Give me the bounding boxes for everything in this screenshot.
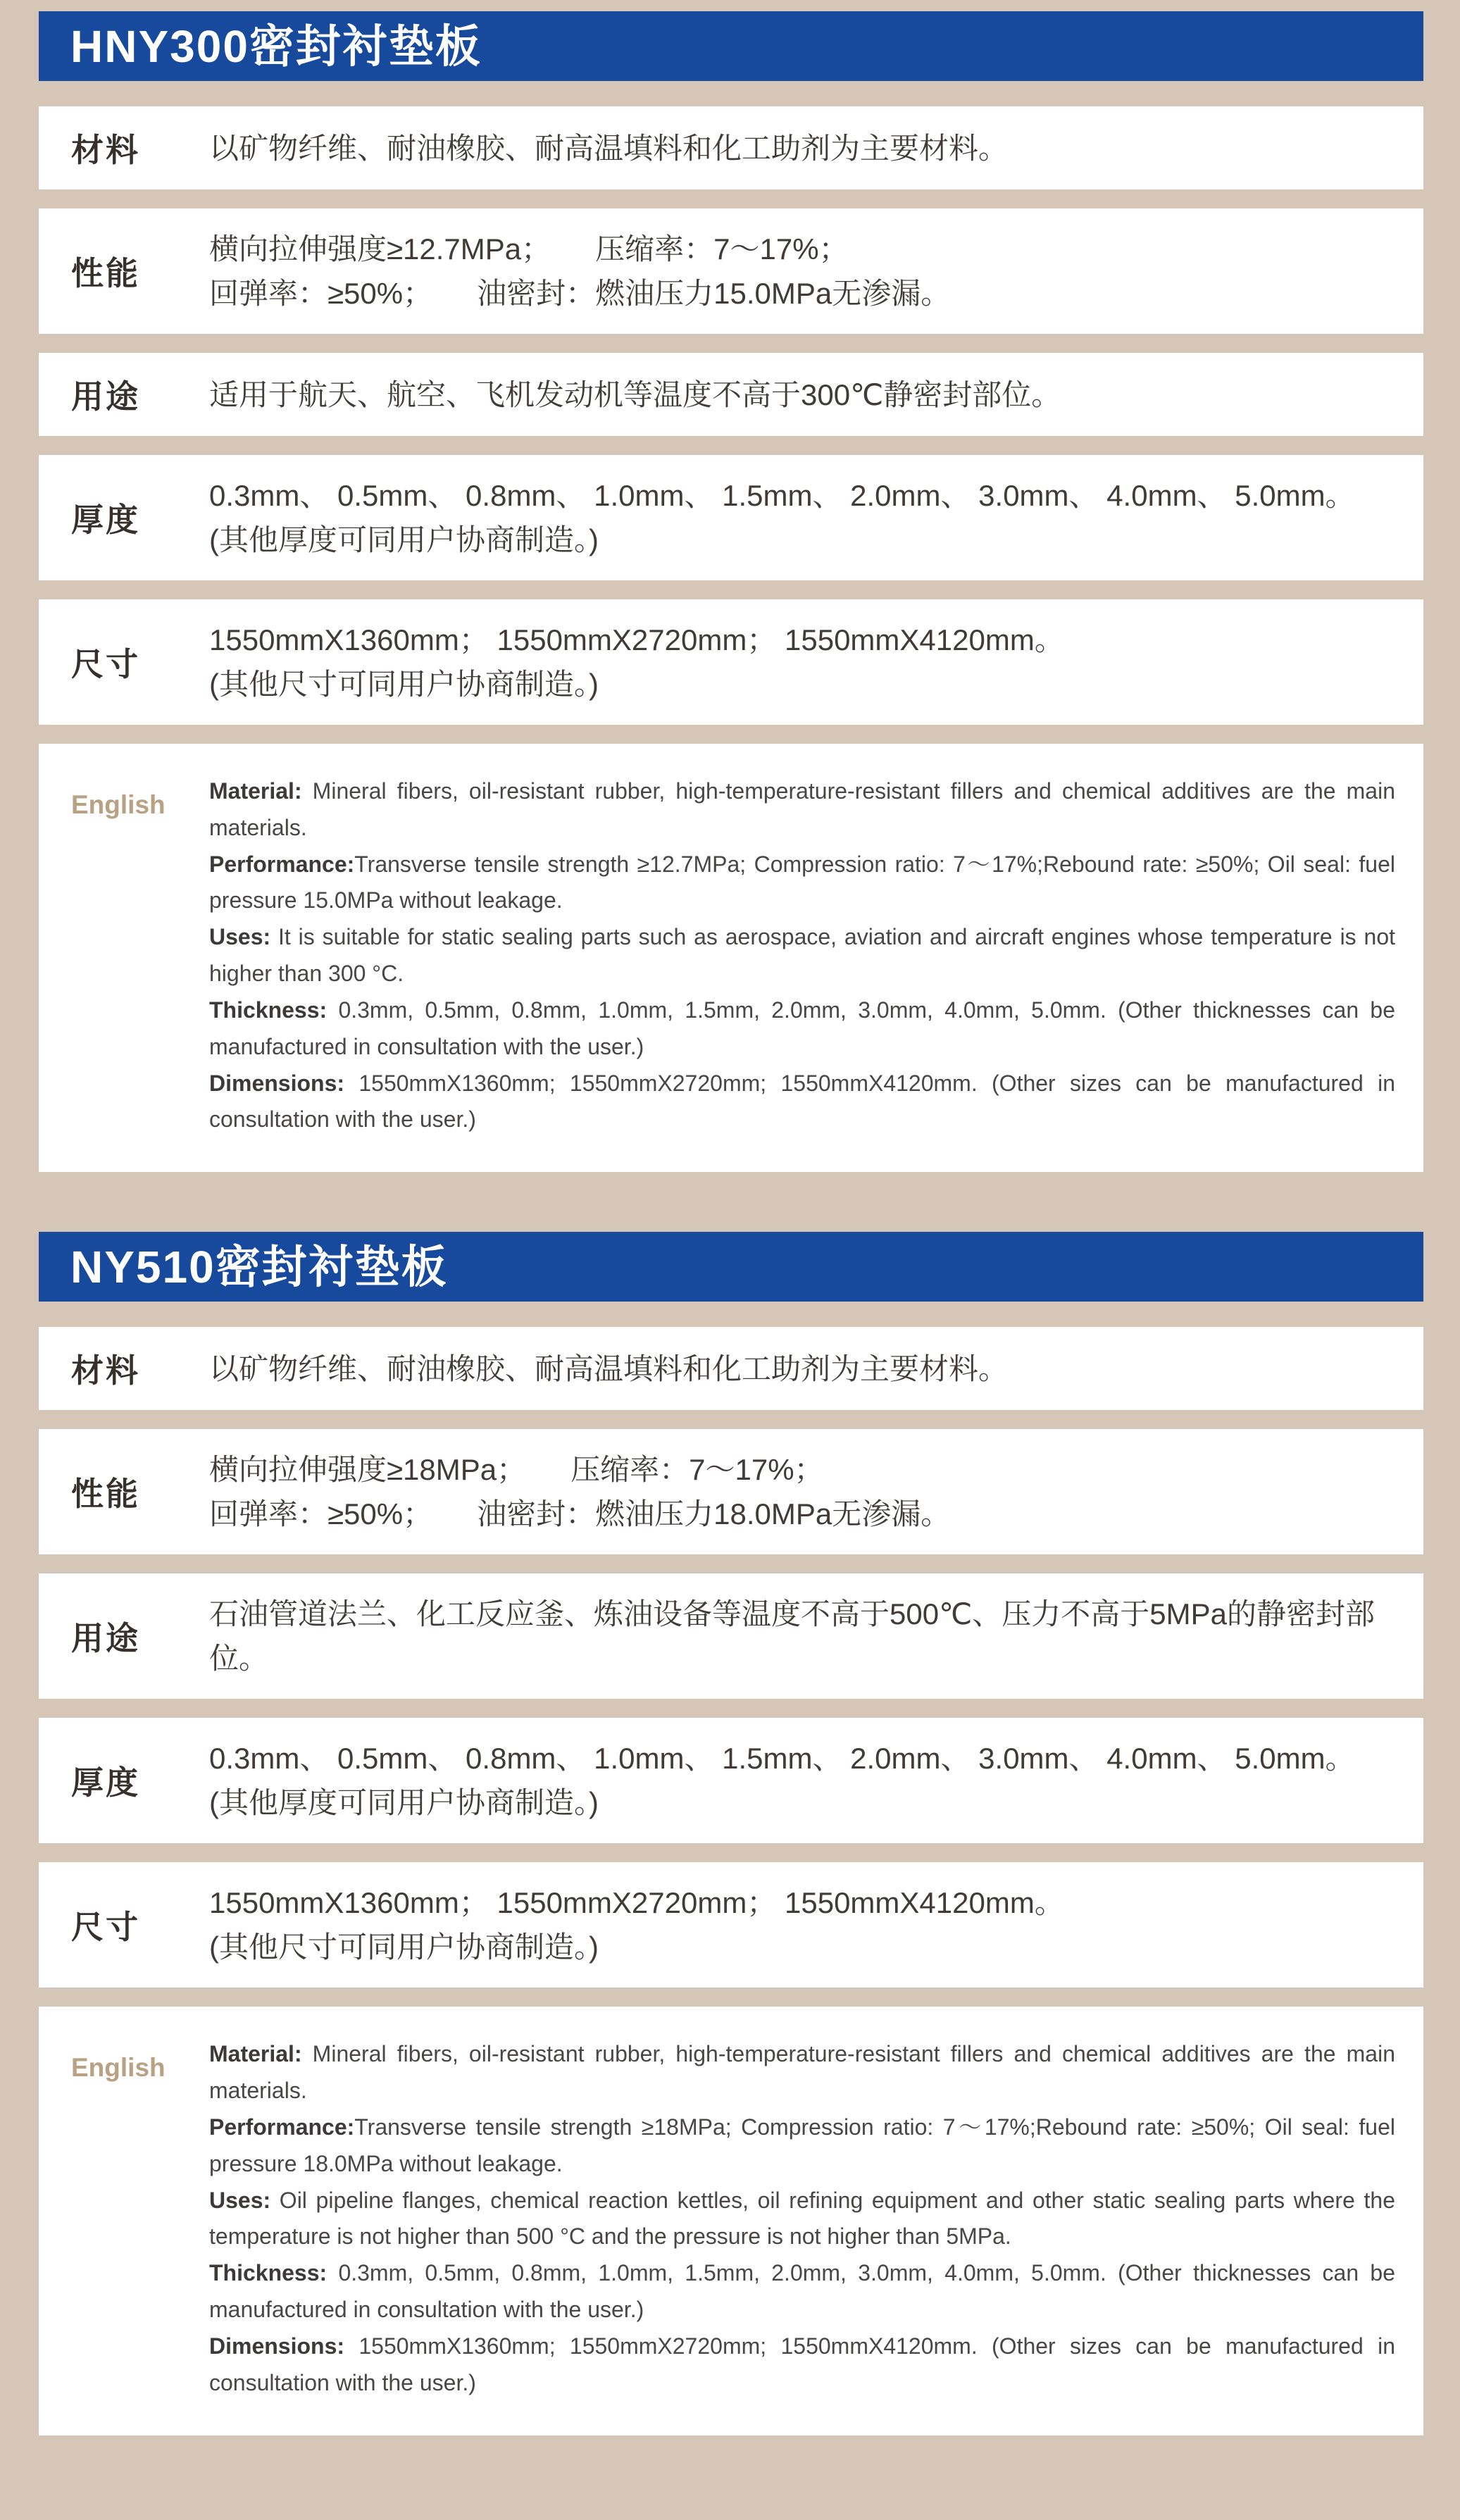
spec-row-performance	[39, 208, 1423, 334]
spec-row-content	[209, 126, 1395, 170]
spec-line: 以矿物纤维、耐油橡胶、耐高温填料和化工助剂为主要材料。	[209, 131, 1009, 165]
product-section-hny300	[39, 11, 1423, 1172]
spec-row-dimensions	[39, 1862, 1423, 1988]
english-paragraph-text: 1550mmX1360mm; 1550mmX2720mm; 1550mmX4120mm. (Other sizes can be manufactured in consultation with the user.)	[209, 2333, 1395, 2395]
product-section-ny510	[39, 1232, 1423, 2435]
spec-row-content	[209, 473, 1395, 562]
spec-row-performance	[39, 1429, 1423, 1554]
english-paragraph-text: 0.3mm, 0.5mm, 0.8mm, 1.0mm, 1.5mm, 2.0mm, 3.0mm, 4.0mm, 5.0mm. (Other thicknesses can be manufactured in consultation with the user.)	[209, 997, 1395, 1059]
spec-line: (其他尺寸可同用户协商制造。)	[209, 1930, 599, 1964]
english-paragraph-text: Mineral fibers, oil-resistant rubber, high-temperature-resistant fillers and chemical additives are the main materials.	[209, 778, 1395, 840]
spec-row-label: 厚度	[71, 1764, 140, 1802]
spec-line: 0.3mm、 0.5mm、 0.8mm、 1.0mm、 1.5mm、 2.0mm、 3.0mm、 4.0mm、 5.0mm。	[209, 479, 1355, 512]
spec-line: 横向拉伸强度≥18MPa； 压缩率：7～17%；	[209, 1453, 824, 1487]
spec-row-label: 尺寸	[71, 1909, 140, 1946]
spec-row-uses	[39, 1573, 1423, 1699]
english-block	[39, 2007, 1423, 2435]
spec-row-label: 用途	[71, 1620, 140, 1657]
spec-line: (其他厚度可同用户协商制造。)	[209, 1786, 599, 1820]
spec-line: 0.3mm、 0.5mm、 0.8mm、 1.0mm、 1.5mm、 2.0mm、 3.0mm、 4.0mm、 5.0mm。	[209, 1742, 1355, 1776]
spec-row-content	[209, 1447, 1395, 1536]
english-paragraph-text: 0.3mm, 0.5mm, 0.8mm, 1.0mm, 1.5mm, 2.0mm, 3.0mm, 4.0mm, 5.0mm. (Other thicknesses can be manufactured in consultation with the user.)	[209, 2260, 1395, 2323]
english-paragraph-material	[209, 2036, 1395, 2109]
spec-row-content	[209, 1880, 1395, 1969]
english-paragraph-lead: Thickness:	[209, 2260, 327, 2286]
english-paragraph-thickness	[209, 2255, 1395, 2328]
spec-line: 石油管道法兰、化工反应釜、炼油设备等温度不高于500℃、压力不高于5MPa的静密封部位。	[209, 1597, 1375, 1676]
english-label: English	[71, 790, 166, 819]
english-paragraph-text: 1550mmX1360mm; 1550mmX2720mm; 1550mmX4120mm. (Other sizes can be manufactured in consultation with the user.)	[209, 1070, 1395, 1133]
spec-row-content	[209, 373, 1395, 417]
section-header	[39, 11, 1423, 81]
english-content	[209, 2036, 1395, 2401]
english-paragraph-text: Transverse tensile strength ≥12.7MPa; Compression ratio: 7～17%;Rebound rate: ≥50%; Oil seal: fuel pressure 15.0MPa without leakage.	[209, 851, 1395, 913]
spec-row-thickness	[39, 455, 1423, 580]
spec-row-content	[209, 227, 1395, 316]
spec-row-content	[209, 1592, 1395, 1680]
english-paragraph-lead: Uses:	[209, 924, 271, 950]
spec-row-label: 厚度	[71, 501, 140, 538]
spec-line: 适用于航天、航空、飞机发动机等温度不高于300℃静密封部位。	[209, 378, 1061, 411]
spec-row-label: 材料	[71, 132, 140, 168]
english-paragraph-text: Mineral fibers, oil-resistant rubber, high-temperature-resistant fillers and chemical additives are the main materials.	[209, 2041, 1395, 2104]
english-paragraph-text: Transverse tensile strength ≥18MPa; Compression ratio: 7～17%;Rebound rate: ≥50%; Oil seal: fuel pressure 18.0MPa without leakage.	[209, 2114, 1395, 2176]
english-paragraph-lead: Performance:	[209, 851, 355, 877]
spec-line: 1550mmX1360mm； 1550mmX2720mm； 1550mmX4120mm。	[209, 623, 1064, 656]
spec-line: 回弹率：≥50%； 油密封：燃油压力18.0MPa无渗漏。	[209, 1497, 951, 1531]
spec-row-label: 性能	[71, 255, 140, 292]
english-content	[209, 773, 1395, 1138]
spec-line: 以矿物纤维、耐油橡胶、耐高温填料和化工助剂为主要材料。	[209, 1352, 1009, 1385]
english-paragraph-lead: Thickness:	[209, 997, 327, 1023]
english-paragraph-lead: Performance:	[209, 2114, 355, 2140]
spec-row-content	[209, 618, 1395, 706]
english-paragraph-dimensions	[209, 2328, 1395, 2402]
spec-line: (其他厚度可同用户协商制造。)	[209, 523, 599, 556]
english-paragraph-lead: Uses:	[209, 2187, 271, 2213]
spec-row-label: 材料	[71, 1352, 140, 1390]
spec-line: 回弹率：≥50%； 油密封：燃油压力15.0MPa无渗漏。	[209, 277, 951, 310]
spec-row-material	[39, 1327, 1423, 1410]
english-paragraph-performance	[209, 847, 1395, 920]
english-paragraph-material	[209, 773, 1395, 847]
spec-line: 横向拉伸强度≥12.7MPa； 压缩率：7～17%；	[209, 232, 849, 266]
english-paragraph-uses	[209, 2183, 1395, 2256]
spec-row-dimensions	[39, 599, 1423, 725]
spec-line: (其他尺寸可同用户协商制造。)	[209, 668, 599, 701]
english-paragraph-text: Oil pipeline flanges, chemical reaction kettles, oil refining equipment and other static sealing parts where the temperature is not higher than 500 °C and the pressure is not higher than 5MPa.	[209, 2187, 1395, 2250]
english-paragraph-performance	[209, 2109, 1395, 2183]
section-title: HNY300密封衬垫板	[70, 20, 482, 72]
spec-row-content	[209, 1347, 1395, 1391]
english-paragraph-lead: Material:	[209, 2041, 302, 2067]
spec-row-uses	[39, 353, 1423, 436]
english-paragraph-lead: Material:	[209, 778, 302, 804]
spec-row-content	[209, 1736, 1395, 1825]
english-paragraph-text: It is suitable for static sealing parts such as aerospace, aviation and aircraft engines whose temperature is not higher than 300 °C.	[209, 924, 1395, 987]
spec-row-label: 尺寸	[71, 646, 140, 682]
english-block	[39, 744, 1423, 1172]
section-header	[39, 1232, 1423, 1302]
spec-line: 1550mmX1360mm； 1550mmX2720mm； 1550mmX4120mm。	[209, 1886, 1064, 1920]
english-label: English	[71, 2053, 166, 2083]
spec-row-label: 用途	[71, 378, 140, 415]
spec-row-thickness	[39, 1718, 1423, 1843]
spec-row-label: 性能	[71, 1476, 140, 1513]
english-paragraph-lead: Dimensions:	[209, 2333, 345, 2359]
english-paragraph-thickness	[209, 992, 1395, 1066]
english-paragraph-dimensions	[209, 1066, 1395, 1139]
english-paragraph-uses	[209, 919, 1395, 992]
english-paragraph-lead: Dimensions:	[209, 1070, 345, 1096]
spec-row-material	[39, 106, 1423, 189]
section-title: NY510密封衬垫板	[70, 1241, 448, 1292]
